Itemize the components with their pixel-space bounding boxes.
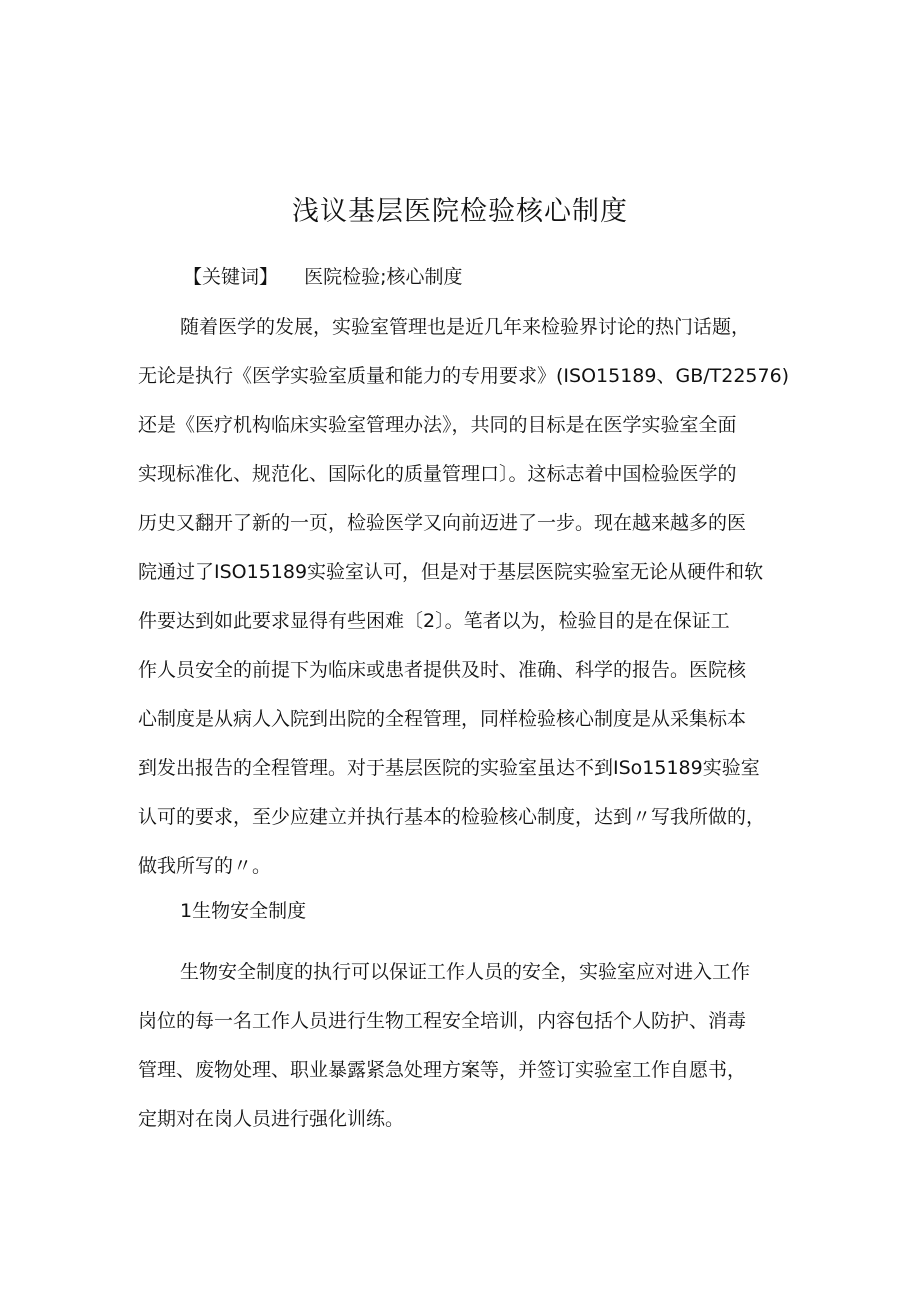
keywords-label: 【关键词】 [183, 266, 279, 288]
paragraph-line: 认可的要求，至少应建立并执行基本的检验核心制度，达到〃写我所做的， [138, 806, 766, 828]
paragraph-intro [138, 303, 798, 891]
paragraph-line: 心制度是从病人入院到出院的全程管理，同样检验核心制度是从采集标本 [138, 708, 747, 730]
paragraph-line: 生物安全制度的执行可以保证工作人员的安全，实验室应对进入工作 [180, 961, 751, 983]
keywords-line [183, 262, 462, 292]
paragraph-line: 做我所写的〃。 [138, 855, 272, 877]
paragraph-line: 无论是执行《医学实验室质量和能力的专用要求》(ISO15189、GB/T22576) [138, 365, 790, 387]
paragraph-line: 作人员安全的前提下为临床或患者提供及时、准确、科学的报告。医院核 [138, 659, 747, 681]
paragraph-line: 管理、废物处理、职业暴露紧急处理方案等，并签订实验室工作自愿书， [138, 1059, 747, 1081]
page-title: 浅议基层医院检验核心制度 [292, 196, 628, 227]
paragraph-line: 还是《医疗机构临床实验室管理办法》，共同的目标是在医学实验室全面 [138, 414, 737, 436]
paragraph-line: 实现标准化、规范化、国际化的质量管理口〕。这标志着中国检验医学的 [138, 463, 737, 485]
paragraph-line: 件要达到如此要求显得有些困难〔2〕。笔者以为，检验目的是在保证工 [138, 610, 730, 632]
paragraph-line: 院通过了ISO15189实验室认可，但是对于基层医院实验室无论从硬件和软 [138, 561, 764, 583]
paragraph-line: 岗位的每一名工作人员进行生物工程安全培训，内容包括个人防护、消毒 [138, 1010, 747, 1032]
paragraph-line: 随着医学的发展，实验室管理也是近几年来检验界讨论的热门话题， [180, 316, 751, 338]
paragraph-line: 到发出报告的全程管理。对于基层医院的实验室虽达不到ISo15189实验室 [138, 757, 760, 779]
section-heading: 1生物安全制度 [180, 900, 307, 922]
paragraph-line: 定期对在岗人员进行强化训练。 [138, 1108, 405, 1130]
paragraph-biosafety [138, 948, 798, 1144]
keywords-value: 医院检验;核心制度 [304, 266, 463, 288]
paragraph-line: 历史又翻开了新的一页，检验医学又向前迈进了一步。现在越来越多的医 [138, 512, 747, 534]
